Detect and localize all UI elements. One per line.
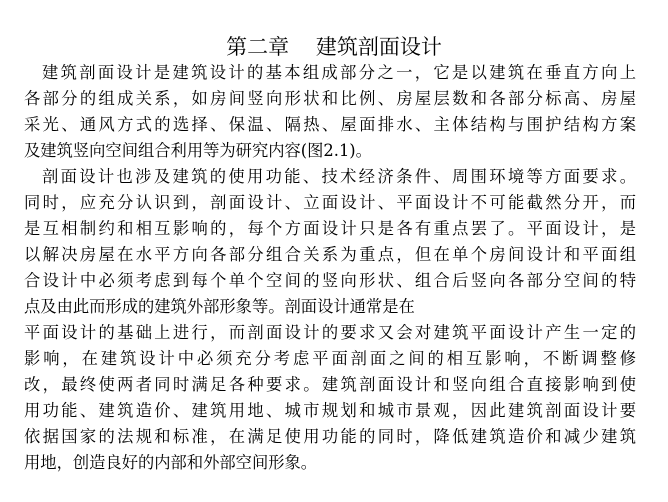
text-line: 及建筑竖向空间组合利用等为研究内容(图2.1)。 (24, 141, 372, 160)
text-line: 依据国家的法规和标准，在满足使用功能的同时，降低建筑造价和减少建筑 (24, 427, 636, 446)
text-line: 影响，在建筑设计中必须充分考虑平面剖面之间的相互影响，不断调整修 (24, 349, 636, 368)
text-line: 同时，应充分认识到，剖面设计、立面设计、平面设计不可能截然分开，而 (24, 193, 636, 212)
text-line: 改，最终使两者同时满足各种要求。建筑剖面设计和竖向组合直接影响到使 (24, 375, 636, 394)
text-line: 是互相制约和相互影响的，每个方面设计只是各有重点罢了。平面设计，是 (24, 219, 636, 238)
text-line: 剖面设计也涉及建筑的使用功能、技术经济条件、周围环境等方面要求。 (42, 167, 636, 186)
chapter-title: 第二章 建筑剖面设计 (226, 35, 442, 59)
text-line: 采光、通风方式的选择、保温、隔热、屋面排水、主体结构与围护结构方案 (24, 115, 636, 134)
text-line: 用功能、建筑造价、建筑用地、城市规划和城市景观，因此建筑剖面设计要 (24, 401, 636, 420)
text-line: 平面设计的基础上进行，而剖面设计的要求又会对建筑平面设计产生一定的 (24, 323, 636, 342)
text-line: 点及由此而形成的建筑外部形象等。剖面设计通常是在 (24, 297, 415, 316)
text-line: 以解决房屋在水平方向各部分组合关系为重点，但在单个房间设计和平面组 (24, 245, 636, 264)
text-line: 合设计中必须考虑到每个单个空间的竖向形状、组合后竖向各部分空间的特 (24, 271, 636, 290)
text-line: 用地，创造良好的内部和外部空间形象。 (24, 453, 318, 472)
text-line: 各部分的组成关系，如房间竖向形状和比例、房屋层数和各部分标高、房屋 (24, 89, 636, 108)
text-line: 建筑剖面设计是建筑设计的基本组成部分之一，它是以建筑在垂直方向上 (42, 63, 636, 82)
